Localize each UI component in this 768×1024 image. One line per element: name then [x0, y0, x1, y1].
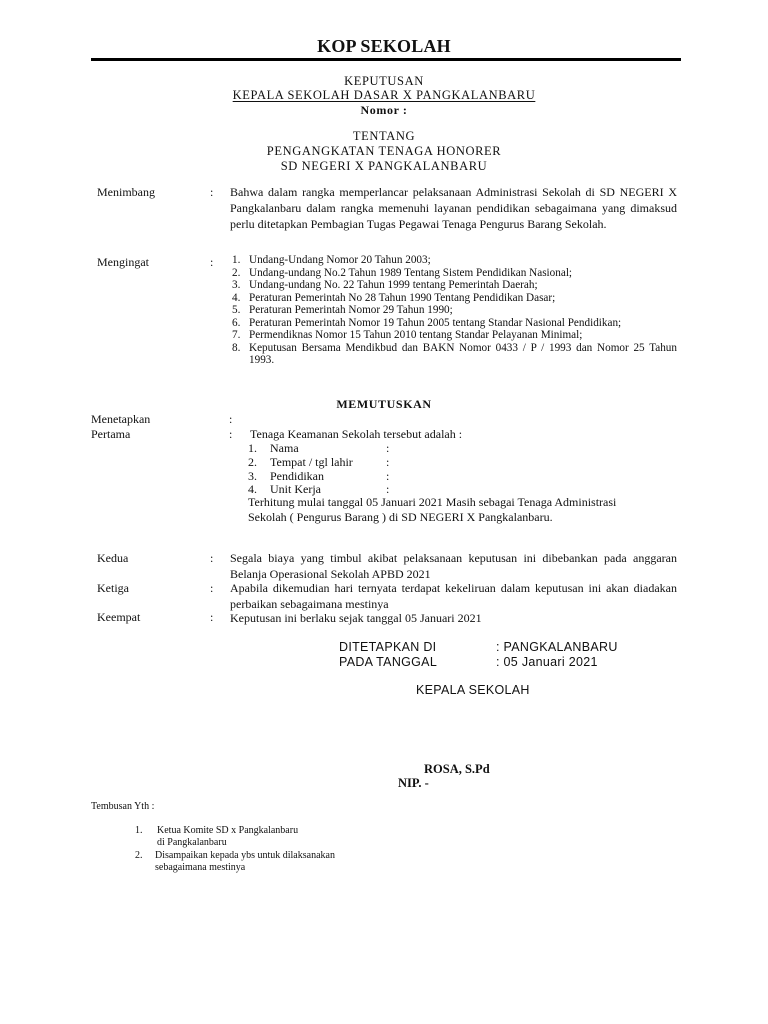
- list-item-number: 7.: [232, 329, 241, 341]
- tembusan-item-2-line-1: Disampaikan kepada ybs untuk dilaksanakan: [155, 850, 335, 861]
- tembusan-heading: Tembusan Yth :: [91, 801, 155, 812]
- pertama-intro: Tenaga Keamanan Sekolah tersebut adalah :: [250, 427, 463, 441]
- tentang-heading: TENTANG: [352, 129, 416, 143]
- field-label-pendidikan: Pendidikan: [270, 469, 324, 483]
- kedua-text: Segala biaya yang timbul akibat pelaksanaan keputusan ini dibebankan pada anggaran Belanja Operasional Sekolah APBD 2021: [230, 551, 677, 581]
- list-item-number: 3.: [232, 279, 241, 291]
- tembusan-item-1-line-1: Ketua Komite SD x Pangkalanbaru: [157, 825, 299, 836]
- list-item: [230, 329, 677, 342]
- field-number: 4.: [248, 482, 257, 496]
- signatory-title: KEPALA SEKOLAH: [416, 683, 530, 697]
- field-label-nama: Nama: [270, 441, 299, 455]
- ketiga-colon: :: [210, 581, 214, 595]
- list-item-number: 8.: [232, 341, 241, 354]
- kedua-label: Kedua: [97, 551, 129, 565]
- field-number: 1.: [248, 441, 257, 455]
- pertama-label: Pertama: [91, 427, 131, 441]
- decree-title: KEPUTUSAN: [344, 74, 424, 88]
- field-colon: :: [386, 482, 390, 496]
- list-item: [230, 304, 677, 317]
- list-item-text: Permendiknas Nomor 15 Tahun 2010 tentang Standar Pelayanan Minimal;: [249, 329, 583, 341]
- list-item: [230, 267, 677, 280]
- field-label-tempat-lahir: Tempat / tgl lahir: [270, 455, 353, 469]
- list-item-text: Undang-undang No. 22 Tahun 1999 tentang Pemerintah Daerah;: [249, 279, 538, 291]
- menetapkan-label: Menetapkan: [91, 412, 151, 426]
- list-item-text: Peraturan Pemerintah Nomor 29 Tahun 1990;: [249, 304, 453, 316]
- keempat-colon: :: [210, 610, 214, 624]
- tembusan-number: 2.: [135, 850, 143, 861]
- list-item-text: Keputusan Bersama Mendikbud dan BAKN Nomor 0433 / P / 1993 dan Nomor 25 Tahun 1993.: [249, 341, 677, 366]
- memutuskan-heading: MEMUTUSKAN: [336, 397, 432, 411]
- signatory-name: ROSA, S.Pd: [424, 762, 490, 776]
- keempat-label: Keempat: [97, 610, 141, 624]
- kedua-colon: :: [210, 551, 214, 565]
- list-item-text: Undang-Undang Nomor 20 Tahun 2003;: [249, 254, 431, 266]
- list-item-number: 6.: [232, 316, 241, 329]
- field-colon: :: [386, 469, 390, 483]
- signatory-nip: NIP. -: [398, 776, 429, 790]
- menetapkan-colon: :: [229, 412, 233, 426]
- field-number: 3.: [248, 469, 257, 483]
- keempat-text: Keputusan ini berlaku sejak tanggal 05 Januari 2021: [230, 611, 482, 625]
- subject-line-1: PENGANGKATAN TENAGA HONORER: [266, 144, 502, 158]
- letterhead-rule: [91, 58, 681, 61]
- decree-issuer-text: KEPALA SEKOLAH DASAR X PANGKALANBARU: [232, 88, 536, 102]
- tanggal-label: PADA TANGGAL: [339, 655, 438, 669]
- list-item: [230, 254, 677, 267]
- ditetapkan-value: : PANGKALANBARU: [496, 640, 618, 654]
- field-number: 2.: [248, 455, 257, 469]
- tanggal-value: : 05 Januari 2021: [496, 655, 598, 669]
- tembusan-item-1-line-2: di Pangkalanbaru: [157, 837, 227, 848]
- list-item: [230, 292, 677, 305]
- field-label-unit-kerja: Unit Kerja: [270, 482, 321, 496]
- list-item-number: 5.: [232, 304, 241, 316]
- letterhead-title: KOP SEKOLAH: [317, 36, 451, 56]
- list-item-text: Undang-undang No.2 Tahun 1989 Tentang Sistem Pendidikan Nasional;: [249, 266, 573, 279]
- mengingat-label: Mengingat: [97, 255, 149, 269]
- list-item-text: Peraturan Pemerintah Nomor 19 Tahun 2005 tentang Standar Nasional Pendidikan;: [249, 316, 622, 329]
- list-item: [230, 279, 677, 292]
- mengingat-colon: :: [210, 255, 214, 269]
- field-colon: :: [386, 455, 390, 469]
- pertama-closing: Terhitung mulai tanggal 05 Januari 2021 Masih sebagai Tenaga Administrasi Sekolah ( Pengurus Barang ) di SD NEGERI X Pangkalanbaru.: [248, 495, 617, 524]
- decree-issuer: [0, 88, 768, 103]
- field-colon: :: [386, 441, 390, 455]
- tembusan-number: 1.: [135, 825, 143, 836]
- pertama-colon: :: [229, 427, 233, 441]
- decree-number: Nomor :: [360, 103, 408, 117]
- list-item-number: 1.: [232, 254, 241, 266]
- list-item: [230, 342, 677, 367]
- list-item: [230, 317, 677, 330]
- ketiga-text: Apabila dikemudian hari ternyata terdapat kekeliruan dalam keputusan ini akan diadakan perbaikan sebagaimana mestinya: [230, 581, 677, 611]
- list-item-number: 2.: [232, 266, 241, 279]
- menimbang-text: Bahwa dalam rangka memperlancar pelaksanaan Administrasi Sekolah di SD NEGERI X Pangkalanbaru dalam rangka memenuhi layanan pendidikan sebagaimana yang dimaksud perlu ditetapkan Pembagian Tugas Pegawai Tenaga Pengurus Barang Sekolah.: [230, 185, 677, 231]
- tembusan-item-2-line-2: sebagaimana mestinya: [155, 862, 246, 873]
- list-item-number: 4.: [232, 291, 241, 304]
- list-item-text: Peraturan Pemerintah No 28 Tahun 1990 Tentang Pendidikan Dasar;: [249, 291, 556, 304]
- ketiga-label: Ketiga: [97, 581, 129, 595]
- ditetapkan-label: DITETAPKAN DI: [339, 640, 437, 654]
- menimbang-label: Menimbang: [97, 185, 155, 199]
- subject-line-2: SD NEGERI X PANGKALANBARU: [280, 159, 488, 173]
- mengingat-list: [230, 254, 677, 367]
- menimbang-colon: :: [210, 185, 214, 199]
